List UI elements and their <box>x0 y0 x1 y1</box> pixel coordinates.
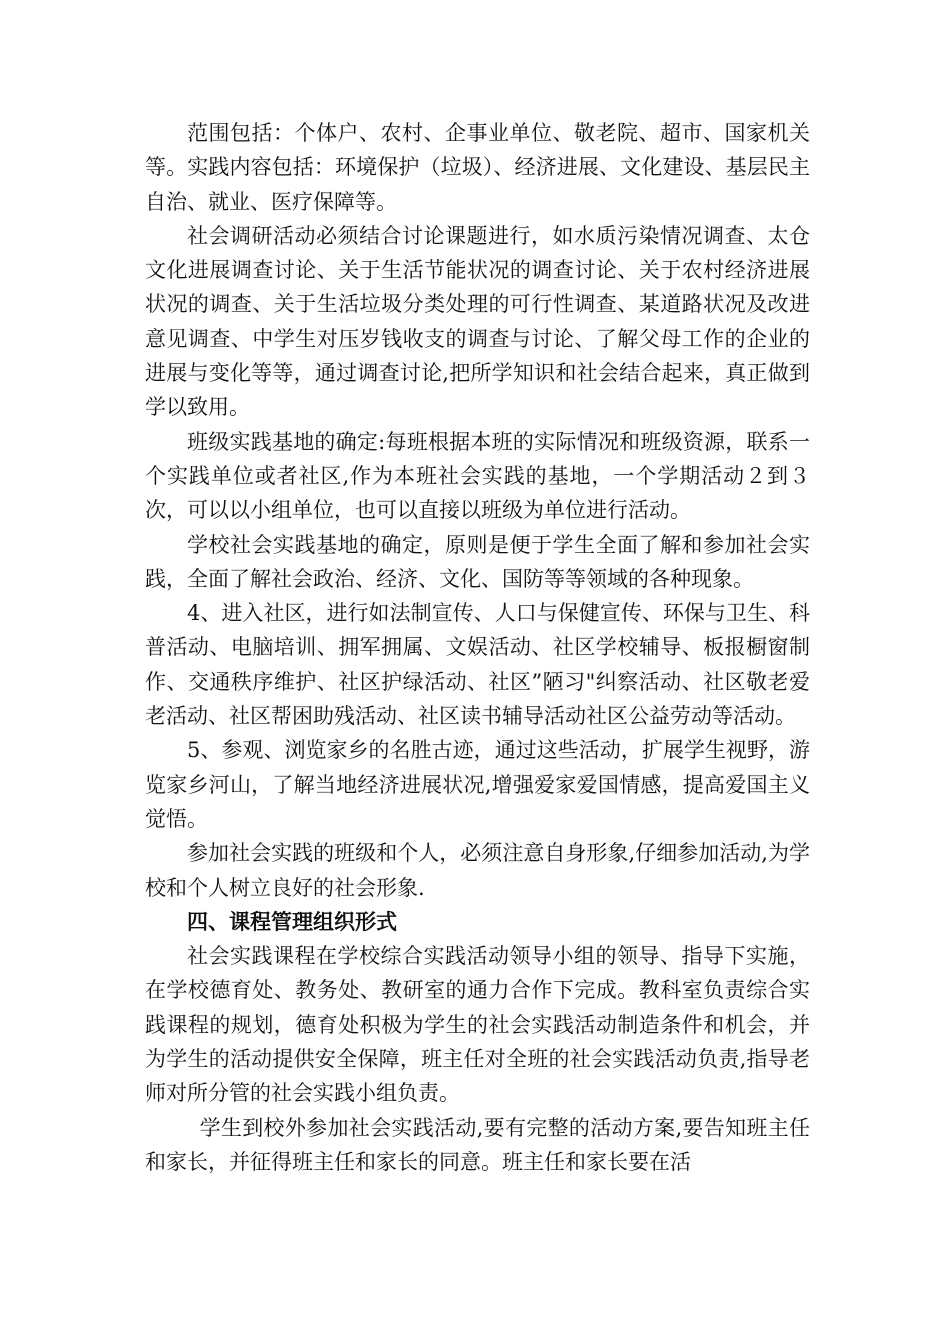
paragraph-management: 社会实践课程在学校综合实践活动领导小组的领导、指导下实施，在学校德育处、教务处、教研室的通力合作下完成。教科室负责综合实践课程的规划，德育处积极为学生的社会实践活动制造条件和机会，并为学生的活动提供安全保障，班主任对全班的社会实践活动负责,指导老师对所分管的社会实践小组负责。 <box>145 944 810 1106</box>
paragraph-visit: 5、参观、浏览家乡的名胜古迹，通过这些活动，扩展学生视野，游览家乡河山，了解当地经济进展状况,增强爱家爱国情感，提高爱国主义觉悟。 <box>145 738 810 831</box>
document-body <box>145 116 810 1179</box>
section-heading: 四、课程管理组织形式 <box>187 908 397 934</box>
paragraph-outside-activity: 学生到校外参加社会实践活动,要有完整的活动方案,要告知班主任和家长，并征得班主任和家长的同意。班主任和家长要在活 <box>145 1115 810 1174</box>
paragraph-community: 4、进入社区，进行如法制宣传、人口与保健宣传、环保与卫生、科普活动、电脑培训、拥军拥属、文娱活动、社区学校辅导、板报橱窗制作、交通秩序维护、社区护绿活动、社区”陋习"纠察活动、社区敬老爱老活动、社区帮困助残活动、社区读书辅导活动社区公益劳动等活动。 <box>145 601 810 729</box>
paragraph-class-base: 班级实践基地的确定:每班根据本班的实际情况和班级资源，联系一个实践单位或者社区,作为本班社会实践的基地，一个学期活动２到３次，可以以小组单位，也可以直接以班级为单位进行活动。 <box>145 429 810 523</box>
paragraph-image: 参加社会实践的班级和个人，必须注意自身形象,仔细参加活动,为学校和个人树立良好的社会形象. <box>145 841 810 900</box>
paragraph-research: 社会调研活动必须结合讨论课题进行，如水质污染情况调查、太仓文化进展调查讨论、关于生活节能状况的调查讨论、关于农村经济进展状况的调查、关于生活垃圾分类处理的可行性调查、某道路状况及改进意见调查、中学生对压岁钱收支的调查与讨论、了解父母工作的企业的进展与变化等等，通过调查讨论,把所学知识和社会结合起来，真正做到学以致用。 <box>145 223 810 420</box>
paragraph-school-base: 学校社会实践基地的确定，原则是便于学生全面了解和参加社会实践，全面了解社会政治、经济、文化、国防等等领域的各种现象。 <box>145 532 810 591</box>
paragraph-scope: 范围包括：个体户、农村、企事业单位、敬老院、超市、国家机关等。实践内容包括：环境保护（垃圾）、经济进展、文化建设、基层民主自治、就业、医疗保障等。 <box>145 121 810 214</box>
